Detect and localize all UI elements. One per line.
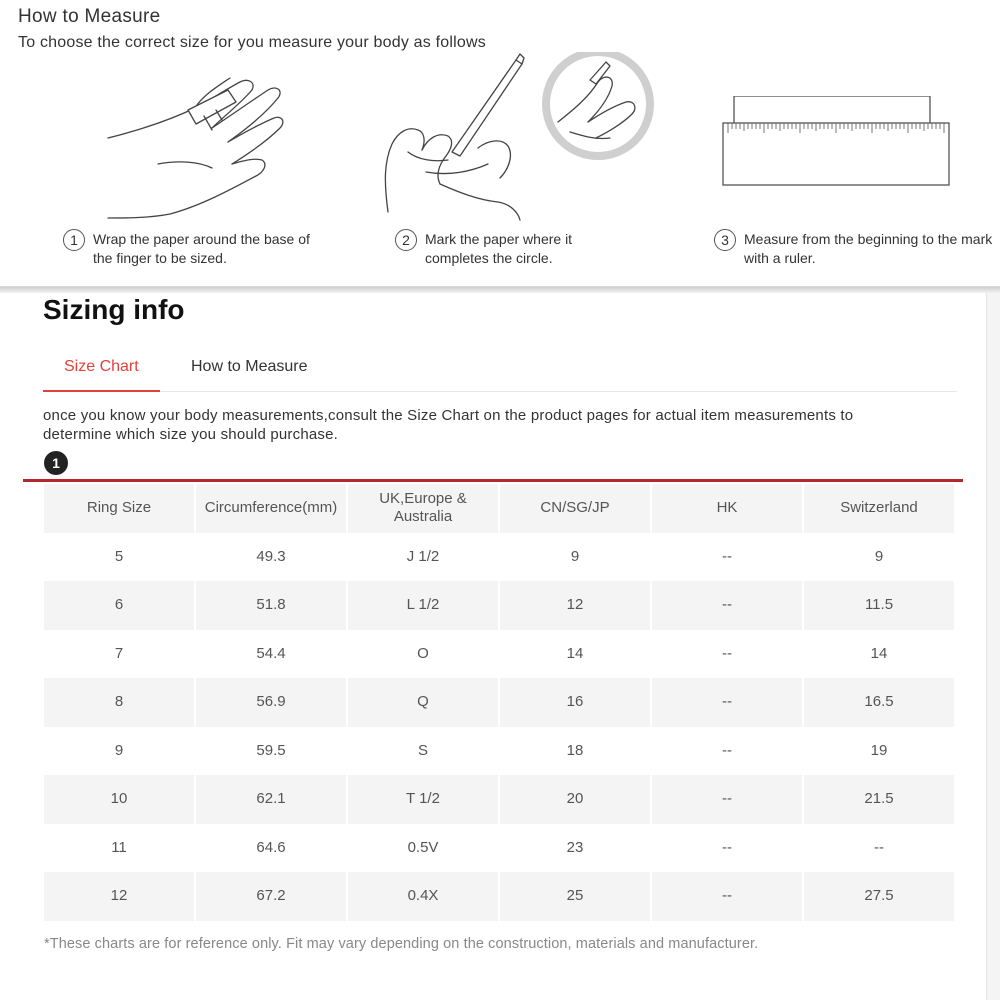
header-cell: UK,Europe & Australia bbox=[348, 484, 500, 533]
table-cell: -- bbox=[652, 630, 804, 679]
table-cell: -- bbox=[652, 678, 804, 727]
disclaimer-footnote: *These charts are for reference only. Fit may vary depending on the construction, materials and manufacturer. bbox=[44, 936, 759, 952]
section-divider bbox=[0, 287, 1000, 293]
table-cell: 19 bbox=[870, 741, 888, 759]
size-chart-table bbox=[44, 484, 954, 921]
table-cell: 27.5 bbox=[804, 872, 954, 921]
measure-step-1 bbox=[63, 230, 333, 268]
table-row bbox=[44, 872, 954, 921]
table-cell: 12 bbox=[500, 581, 652, 630]
step-text-1: Wrap the paper around the base of the finger to be sized. bbox=[93, 231, 310, 266]
table-cell: 25 bbox=[500, 872, 652, 921]
table-cell: 8 bbox=[44, 678, 196, 727]
table-cell: 59.5 bbox=[196, 727, 348, 776]
table-cell: 9 bbox=[874, 547, 884, 565]
table-cell: 9 bbox=[500, 533, 652, 582]
table-cell: 21.5 bbox=[804, 775, 954, 824]
table-cell: 14 bbox=[500, 630, 652, 679]
table-cell: 9 bbox=[44, 727, 196, 776]
header-cell: Circumference(mm) bbox=[196, 484, 348, 533]
how-to-measure-subtitle: To choose the correct size for you measure your body as follows bbox=[18, 34, 486, 51]
sizing-description: once you know your body measurements,consult the Size Chart on the product pages for actual item measurements to determine which size you should purchase. bbox=[43, 407, 854, 443]
how-to-measure-title: How to Measure bbox=[18, 6, 161, 27]
table-cell: 18 bbox=[500, 727, 652, 776]
step-text-2: Mark the paper where it completes the circle. bbox=[425, 231, 573, 266]
sizing-tabs bbox=[43, 352, 957, 392]
table-cell: 54.4 bbox=[196, 630, 348, 679]
table-cell: 11 bbox=[44, 824, 196, 873]
header-cell: Switzerland bbox=[804, 484, 954, 533]
table-header-row bbox=[44, 484, 954, 533]
table-row bbox=[44, 727, 954, 776]
table-cell: 62.1 bbox=[196, 775, 348, 824]
table-cell: -- bbox=[652, 533, 804, 582]
how-to-measure-panel bbox=[0, 0, 1000, 287]
highlight-rule bbox=[23, 479, 963, 482]
table-cell: 49.3 bbox=[196, 533, 348, 582]
header-cell: HK bbox=[652, 484, 804, 533]
step-number-1: 1 bbox=[63, 229, 85, 251]
table-cell: 20 bbox=[500, 775, 652, 824]
table-cell: -- bbox=[874, 838, 884, 856]
table-cell: 0.4X bbox=[348, 872, 500, 921]
table-cell: -- bbox=[652, 872, 804, 921]
header-cell: CN/SG/JP bbox=[500, 484, 652, 533]
table-cell: 16 bbox=[500, 678, 652, 727]
table-cell: L 1/2 bbox=[348, 581, 500, 630]
table-cell: -- bbox=[652, 727, 804, 776]
table-cell: 11.5 bbox=[804, 581, 954, 630]
table-cell: 5 bbox=[44, 533, 196, 582]
table-cell: 16.5 bbox=[804, 678, 954, 727]
table-cell: -- bbox=[652, 581, 804, 630]
table-cell: 51.8 bbox=[196, 581, 348, 630]
table-cell: 56.9 bbox=[196, 678, 348, 727]
tab-size-chart[interactable]: Size Chart bbox=[43, 358, 160, 392]
measure-step-3 bbox=[714, 230, 994, 268]
table-cell: 0.5V bbox=[348, 824, 500, 873]
table-row bbox=[44, 533, 954, 582]
table-cell: O bbox=[348, 630, 500, 679]
table-cell: Q bbox=[348, 678, 500, 727]
table-cell: 7 bbox=[44, 630, 196, 679]
table-cell: 67.2 bbox=[196, 872, 348, 921]
header-cell: Ring Size bbox=[44, 484, 196, 533]
table-row bbox=[44, 678, 954, 727]
table-cell: J 1/2 bbox=[348, 533, 500, 582]
measure-step-2 bbox=[395, 230, 625, 268]
scrollbar-track[interactable] bbox=[986, 293, 1000, 1000]
table-cell: 14 bbox=[870, 644, 888, 662]
table-cell: 64.6 bbox=[196, 824, 348, 873]
table-cell: T 1/2 bbox=[348, 775, 500, 824]
table-cell: -- bbox=[652, 775, 804, 824]
table-cell: -- bbox=[652, 824, 804, 873]
hand-mark-illustration bbox=[378, 52, 663, 222]
ruler-illustration bbox=[722, 96, 950, 188]
sizing-info-title: Sizing info bbox=[43, 294, 185, 325]
step-text-3: Measure from the beginning to the mark with a ruler. bbox=[744, 231, 993, 266]
step-number-2: 2 bbox=[395, 229, 417, 251]
table-row bbox=[44, 630, 954, 679]
table-cell: 23 bbox=[500, 824, 652, 873]
tab-how-to-measure[interactable]: How to Measure bbox=[191, 358, 308, 375]
table-row bbox=[44, 775, 954, 824]
table-row bbox=[44, 581, 954, 630]
table-row bbox=[44, 824, 954, 873]
step-badge: 1 bbox=[44, 451, 68, 475]
table-cell: 10 bbox=[44, 775, 196, 824]
table-cell: 12 bbox=[44, 872, 196, 921]
step-number-3: 3 bbox=[714, 229, 736, 251]
table-cell: 6 bbox=[44, 581, 196, 630]
hand-wrap-illustration bbox=[100, 68, 300, 223]
table-cell: S bbox=[348, 727, 500, 776]
